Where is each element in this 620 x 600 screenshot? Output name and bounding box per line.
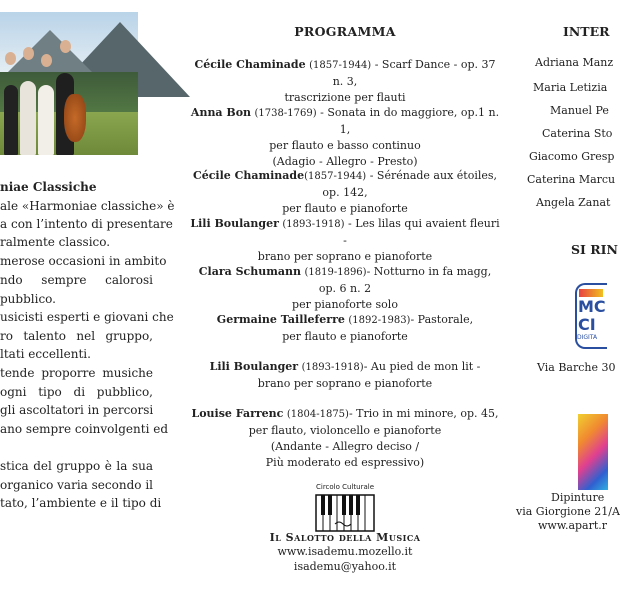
composer-years: (1893-1918)	[282, 219, 345, 230]
piece-line: - Les lilas qui avaient fleuri -	[343, 217, 500, 247]
description-line: ale «Harmoniae classiche» è	[0, 199, 175, 213]
description-line: usicisti esperti e giovani che	[0, 310, 174, 324]
description-line: a con l’intento di presentare	[0, 217, 173, 231]
composer-name: Anna Bon	[190, 106, 252, 119]
composer-years: (1857-1944)	[304, 171, 367, 182]
composer-name: Lili Boulanger	[209, 360, 299, 373]
program-item	[190, 105, 500, 170]
organizer-caption: Circolo Culturale	[315, 483, 374, 491]
composer-name: Clara Schumann	[198, 265, 301, 278]
performer-name: Manuel Pe	[550, 104, 609, 117]
programma-panel	[190, 0, 500, 600]
piece-line: per flauto e basso continuo	[269, 139, 421, 152]
composer-years: (1893-1918)	[301, 362, 364, 373]
composer-years: (1857-1944)	[309, 60, 372, 71]
description-line: organico varia secondo il	[0, 478, 153, 492]
description-line: ano sempre coinvolgenti ed	[0, 422, 169, 436]
composer-years: (1804-1875)	[286, 409, 349, 420]
composer-years: (1819-1896)	[304, 267, 367, 278]
interpreti-title: INTER	[563, 24, 610, 39]
ensemble-photo	[0, 12, 138, 155]
performer-name: Caterina Sto	[542, 127, 613, 140]
organizer-name: Il Salotto della Musica	[269, 531, 421, 544]
program-item	[190, 406, 500, 471]
description-line: ltati eccellenti.	[0, 347, 91, 361]
left-panel	[0, 0, 175, 600]
organizer-website[interactable]: www.isademu.mozello.it	[277, 545, 413, 558]
description-line: stica del gruppo è la sua	[0, 459, 153, 473]
piece-line: - Au pied de mon lit -	[363, 360, 481, 373]
composer-name: Cécile Chaminade	[194, 58, 306, 71]
composer-name: Germaine Tailleferre	[216, 313, 345, 326]
description-line: merose occasioni in ambito	[0, 254, 167, 268]
program-item	[190, 57, 500, 106]
performer-name: Adriana Manz	[535, 56, 614, 69]
piece-line: brano per soprano e pianoforte	[257, 250, 433, 263]
description-line: tende proporre musiche	[0, 366, 153, 380]
piece-line: - Sonata in do maggiore, op.1 n. 1,	[316, 106, 500, 136]
piece-line: - Trio in mi minore, op. 45,	[348, 407, 499, 420]
sponsor-website[interactable]: www.apart.r	[538, 519, 608, 532]
piece-line: - Notturno in fa magg, op. 6 n. 2	[318, 265, 492, 295]
description-line: gli ascoltatori in percorsi	[0, 403, 154, 417]
piano-keys-logo	[315, 494, 375, 532]
description-line: ogni tipo di pubblico,	[0, 385, 153, 399]
composer-name: Louise Farrenc	[191, 407, 284, 420]
organizer-email[interactable]: isademu@yahoo.it	[293, 560, 397, 573]
description-line: ndo sempre calorosi	[0, 273, 153, 287]
program-item	[190, 216, 500, 265]
composer-years: (1738-1769)	[254, 108, 317, 119]
sponsor-address: via Giorgione 21/A	[516, 505, 620, 518]
piece-line: per flauto e pianoforte	[282, 330, 408, 343]
thanks-title: SI RIN	[571, 242, 618, 257]
performer-name: Angela Zanat	[536, 196, 611, 209]
description-line: ralmente classico.	[0, 235, 111, 249]
composer-name: Cécile Chaminade	[192, 169, 305, 182]
piece-line: per flauto, violoncello e pianoforte	[248, 424, 442, 437]
performer-name: Giacomo Gresp	[529, 150, 615, 163]
mc-logo-text: DIGITA	[577, 334, 598, 341]
performer-name: Caterina Marcu	[527, 173, 616, 186]
piece-line: (Andante - Allegro deciso /	[270, 440, 420, 453]
piece-line: per pianoforte solo	[292, 298, 398, 311]
program-item	[190, 359, 500, 392]
programma-title: PROGRAMMA	[294, 24, 396, 39]
piece-line: - Pastorale,	[410, 313, 474, 326]
piece-line: per flauto e pianoforte	[282, 202, 408, 215]
description-line: ro talento nel gruppo,	[0, 329, 153, 343]
mc-logo-text: CI	[578, 315, 596, 334]
ensemble-section-title: niae Classiche	[0, 180, 97, 194]
piece-line: trascrizione per flauti	[284, 91, 406, 104]
composer-years: (1892-1983)	[348, 315, 411, 326]
description-line: tato, l’ambiente e il tipo di	[0, 496, 162, 510]
interpreti-panel	[505, 0, 620, 600]
mc-logo	[575, 283, 615, 353]
mc-logo-text: MC	[578, 297, 606, 316]
sponsor-name: Dipinture	[551, 491, 605, 504]
apart-logo	[578, 414, 608, 490]
program-item	[190, 264, 500, 313]
piece-line: - Scarf Dance - op. 37 n. 3,	[332, 58, 496, 88]
piece-line: brano per soprano e pianoforte	[257, 377, 433, 390]
piece-line: - Sérénade aux étoiles, op. 142,	[322, 169, 498, 199]
program-item	[190, 312, 500, 345]
program-item	[190, 168, 500, 217]
description-line: pubblico.	[0, 292, 56, 306]
composer-name: Lili Boulanger	[190, 217, 279, 230]
performer-name: Maria Letizia	[533, 81, 608, 94]
sponsor-address: Via Barche 30	[537, 361, 616, 374]
piece-line: (Adagio - Allegro - Presto)	[272, 155, 418, 168]
piece-line: Più moderato ed espressivo)	[265, 456, 425, 469]
